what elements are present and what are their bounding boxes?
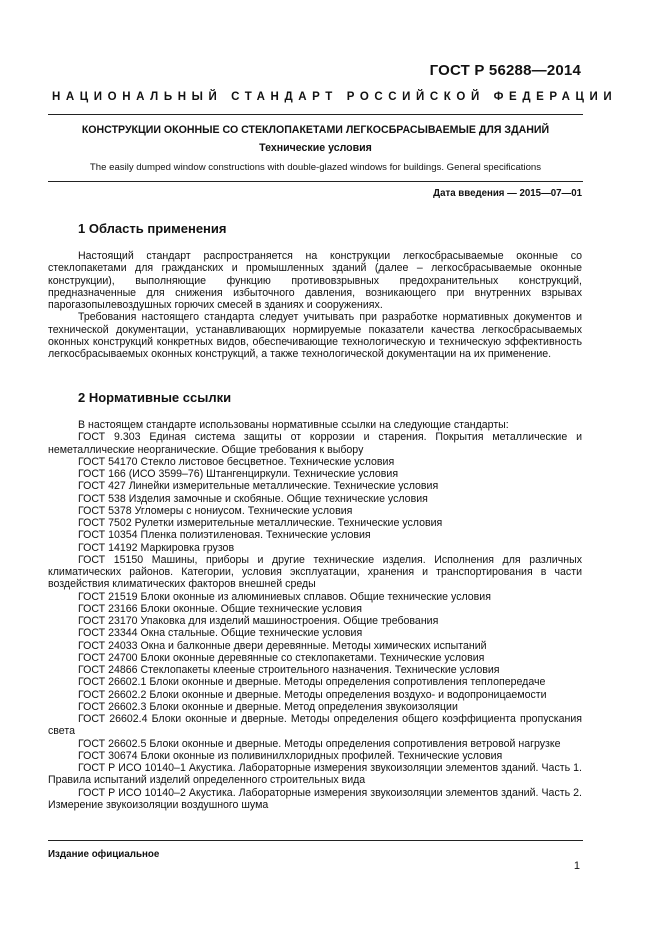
reference-item: ГОСТ 26602.3 Блоки оконные и дверные. Метод определения звукоизоляции [78,700,458,713]
introduction-date: Дата введения — 2015—07—01 [433,188,582,199]
document-subtitle: Технические условия [259,142,372,154]
reference-item: ГОСТ 54170 Стекло листовое бесцветное. Технические условия [78,455,395,468]
section-1-heading: 1 Область применения [78,221,227,236]
section-2-body [48,419,582,811]
reference-item: ГОСТ 23170 Упаковка для изделий машиностроения. Общие требования [78,615,439,627]
header-rule-bottom [48,181,583,182]
gost-number: ГОСТ Р 56288—2014 [429,62,581,79]
paragraph: Требования настоящего стандарта следует учитывать при разработке нормативных документов и технической документации, устанавливающих нормируемые показатели качества легкосбрасываемых оконных конструкций конкретных видов, обеспечивающие технологическую и техническую эффективность легкосбрасываемых оконных конструкций, а также технологической документации на их применение. [48,311,582,360]
reference-item: ГОСТ 7502 Рулетки измерительные металлические. Технические условия [78,517,443,529]
reference-item: ГОСТ 14192 Маркировка грузов [78,541,235,554]
reference-item: ГОСТ 30674 Блоки оконные из поливинилхлоридных профилей. Технические условия [78,749,503,762]
reference-item: ГОСТ Р ИСО 10140–2 Акустика. Лабораторные измерения звукоизоляции элементов зданий. Часть 2. Измерение звукоизоляции воздушного шума [48,786,582,811]
section-2-heading: 2 Нормативные ссылки [78,390,232,405]
paragraph: Настоящий стандарт распространяется на конструкции легкосбрасываемые оконные со стеклопакетами для гражданских и промышленных зданий (далее – легкосбрасываемые оконные конструкции), выполняющие функцию противовзрывных предохранительных конструкций, предназначенные для снижения избыточного давления, возникающего при внутренних взрывах парогазопылевоздушных горючих смесей в зданиях и сооружениях. [48,250,582,311]
page-number: 1 [573,860,580,872]
national-standard-heading: НАЦИОНАЛЬНЫЙ СТАНДАРТ РОССИЙСКОЙ ФЕДЕРАЦИИ [52,91,618,103]
reference-item: ГОСТ 26602.4 Блоки оконные и дверные. Методы определения общего коэффициента пропускания света [48,713,582,738]
reference-item: ГОСТ 21519 Блоки оконные из алюминиевых сплавов. Общие технические условия [78,590,491,603]
english-title: The easily dumped window constructions with double-glazed windows for buildings. General specifications [89,162,542,173]
reference-item: ГОСТ Р ИСО 10140–1 Акустика. Лабораторные измерения звукоизоляции элементов зданий. Часть 1. Правила испытаний изделий определенного строительных вида [48,762,582,787]
official-edition-label: Издание официальное [48,849,160,860]
reference-item: ГОСТ 23344 Окна стальные. Общие технические условия [78,627,363,640]
paragraph: В настоящем стандарте использованы нормативные ссылки на следующие стандарты: [78,419,509,431]
reference-item: ГОСТ 10354 Пленка полиэтиленовая. Технические условия [78,529,371,542]
reference-item: ГОСТ 23166 Блоки оконные. Общие технические условия [78,602,362,615]
reference-item: ГОСТ 538 Изделия замочные и скобяные. Общие технические условия [78,492,428,505]
section-1-body [48,250,582,360]
reference-item: ГОСТ 24866 Стеклопакеты клееные строительного назначения. Технические условия [78,664,500,676]
reference-item: ГОСТ 24033 Окна и балконные двери деревянные. Методы химических испытаний [78,639,487,652]
document-title: КОНСТРУКЦИИ ОКОННЫЕ СО СТЕКЛОПАКЕТАМИ ЛЕГКОСБРАСЫВАЕМЫЕ ДЛЯ ЗДАНИЙ [81,124,550,136]
header-rule-top [48,114,583,115]
reference-item: ГОСТ 26602.2 Блоки оконные и дверные. Методы определения воздухо- и водопроницаемости [78,688,547,701]
reference-item: ГОСТ 15150 Машины, приборы и другие технические изделия. Исполнения для различных климатических районов. Категории, условия эксплуатации, хранения и транспортирования в части воздействия климатических факторов внешней среды [48,553,582,591]
reference-item: ГОСТ 9.303 Единая система защиты от коррозии и старения. Покрытия металлические и неметаллические неорганические. Общие требования к выбору [48,431,582,456]
reference-item: ГОСТ 5378 Угломеры с нониусом. Технические условия [78,504,353,517]
reference-item: ГОСТ 26602.5 Блоки оконные и дверные. Методы определения сопротивления ветровой нагрузке [78,737,561,750]
reference-item: ГОСТ 26602.1 Блоки оконные и дверные. Методы определения сопротивления теплопередаче [78,676,546,689]
footer-rule [48,840,583,841]
reference-item: ГОСТ 166 (ИСО 3599–76) Штангенциркули. Технические условия [78,468,399,480]
reference-item: ГОСТ 24700 Блоки оконные деревянные со стеклопакетами. Технические условия [78,651,485,664]
reference-item: ГОСТ 427 Линейки измерительные металлические. Технические условия [78,480,439,493]
